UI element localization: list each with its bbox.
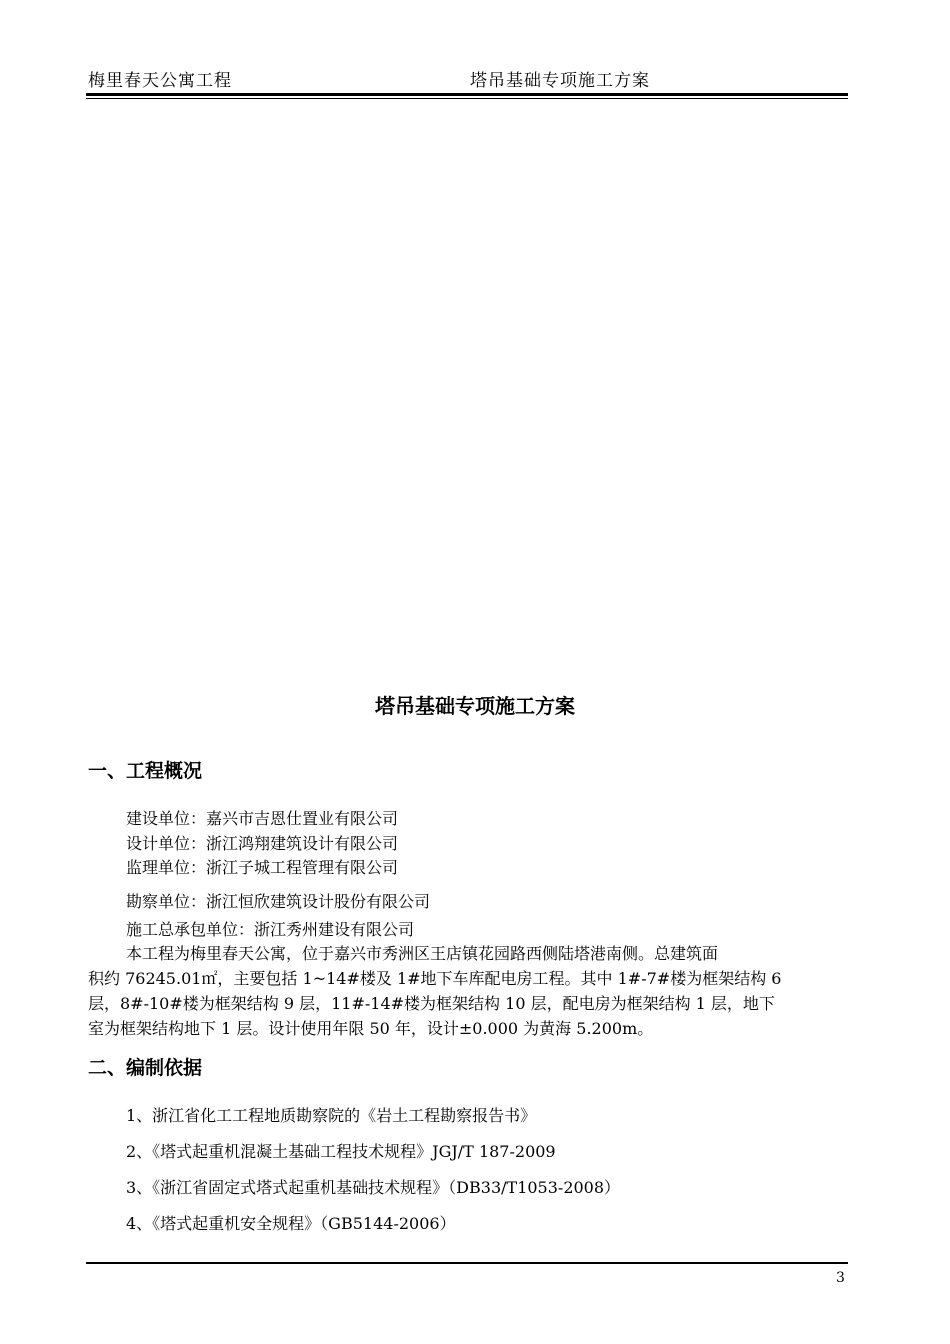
unit-designer: 设计单位：浙江鸿翔建筑设计有限公司: [126, 834, 399, 853]
basis-item: 2、《塔式起重机混凝土基础工程技术规程》JGJ/T 187-2009: [126, 1142, 556, 1161]
header-rule: [86, 93, 848, 96]
footer-rule: [86, 1262, 848, 1264]
page-number: 3: [836, 1270, 845, 1286]
unit-supervisor: 监理单位：浙江子城工程管理有限公司: [126, 858, 399, 877]
unit-surveyor: 勘察单位：浙江恒欣建筑设计股份有限公司: [126, 892, 431, 911]
document-title: 塔吊基础专项施工方案: [375, 694, 575, 718]
unit-contractor: 施工总承包单位：浙江秀州建设有限公司: [126, 920, 415, 939]
basis-item: 1、浙江省化工工程地质勘察院的《岩土工程勘察报告书》: [126, 1106, 537, 1125]
header-document-name: 塔吊基础专项施工方案: [470, 71, 650, 91]
header-rule-thin: [86, 98, 848, 99]
project-description-line: 层，8#-10#楼为框架结构 9 层，11#-14#楼为框架结构 10 层，配电房为框架结构 1 层，地下: [88, 994, 775, 1013]
project-description: [88, 941, 860, 1041]
basis-item: 3、《浙江省固定式塔式起重机基础技术规程》（DB33/T1053-2008）: [126, 1178, 621, 1197]
unit-owner: 建设单位：嘉兴市吉恩仕置业有限公司: [126, 809, 399, 828]
section-heading-overview: 一、工程概况: [88, 760, 203, 782]
project-description-line: 本工程为梅里春天公寓，位于嘉兴市秀洲区王店镇花园路西侧陆塔港南侧。总建筑面: [126, 944, 719, 963]
project-description-line: 室为框架结构地下 1 层。设计使用年限 50 年，设计±0.000 为黄海 5.200m。: [88, 1019, 654, 1038]
header-project-name: 梅里春天公寓工程: [88, 71, 232, 91]
project-description-line: 积约 76245.01㎡，主要包括 1~14#楼及 1#地下车库配电房工程。其中 1#-7#楼为框架结构 6: [88, 969, 782, 988]
section-heading-basis: 二、编制依据: [88, 1057, 203, 1079]
basis-item: 4、《塔式起重机安全规程》（GB5144-2006）: [126, 1214, 456, 1233]
